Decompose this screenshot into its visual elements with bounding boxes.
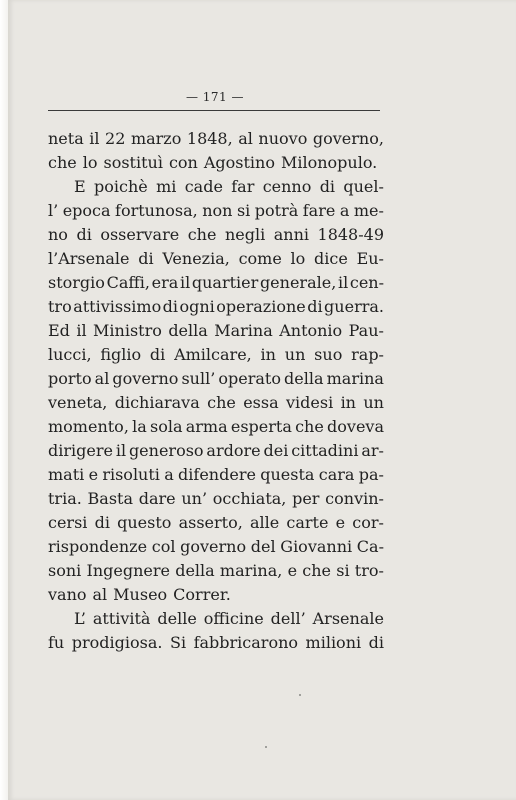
text-line: lucci, figlio di Amilcare, in un suo rap-	[48, 345, 384, 364]
paper-speck	[299, 694, 301, 696]
text-line: l’Arsenale di Venezia, come lo dice Eu-	[48, 249, 384, 268]
text-line: tria. Basta dare un’ occhiata, per convin-	[48, 489, 384, 508]
text-line: Ed il Ministro della Marina Antonio Pau-	[48, 321, 384, 340]
book-page	[8, 0, 516, 800]
page-number-header: — 171 —	[185, 90, 245, 104]
text-line: fu prodigiosa. Si fabbricarono milioni di	[48, 633, 384, 652]
text-line: dirigere il generoso ardore dei cittadini ar-	[48, 441, 384, 460]
text-line: vano al Museo Correr.	[48, 585, 231, 604]
text-line: l’ epoca fortunosa, non si potrà fare a me-	[48, 201, 384, 220]
text-line: che lo sostituì con Agostino Milonopulo.	[48, 153, 378, 172]
text-line: momento, la sola arma esperta che doveva	[48, 417, 384, 436]
page-gutter	[0, 0, 8, 800]
text-line: mati e risoluti a difendere questa cara pa-	[48, 465, 384, 484]
text-line: L’ attività delle officine dell’ Arsenale	[74, 609, 384, 628]
header-rule	[48, 110, 380, 111]
text-line: veneta, dichiarava che essa videsi in un	[48, 393, 384, 412]
text-line: neta il 22 marzo 1848, al nuovo governo,	[48, 129, 384, 148]
text-line: storgio Caffi, era il quartier generale, il cen-	[48, 273, 384, 292]
text-line: tro attivissimo di ogni operazione di guerra.	[48, 297, 384, 316]
text-line: no di osservare che negli anni 1848-49	[48, 225, 384, 244]
text-line: soni Ingegnere della marina, e che si tro-	[48, 561, 384, 580]
text-line: cersi di questo asserto, alle carte e cor-	[48, 513, 384, 532]
text-line: E poichè mi cade far cenno di quel-	[74, 177, 384, 196]
paper-speck	[265, 746, 267, 748]
text-line: porto al governo sull’ operato della marina	[48, 369, 384, 388]
body-text	[48, 127, 384, 655]
text-line: rispondenze col governo del Giovanni Ca-	[48, 537, 384, 556]
